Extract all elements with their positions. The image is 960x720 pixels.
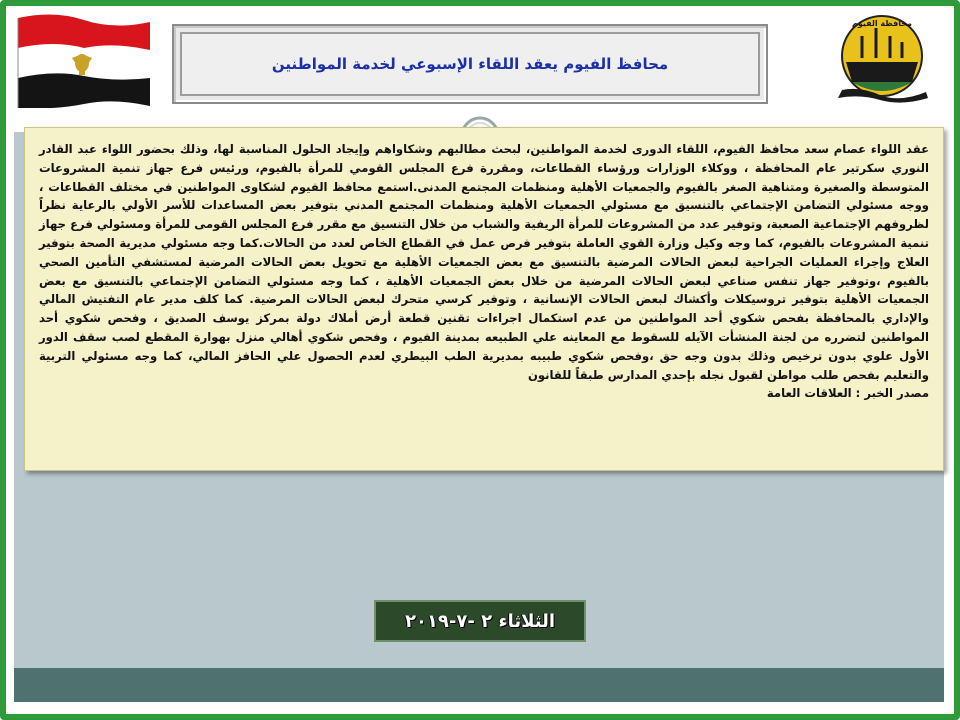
logo-text: محافظة الفيوم [851,19,913,28]
article-box [24,127,944,471]
fayoum-logo-icon [832,6,932,104]
title-box [172,24,768,104]
page-title: محافظ الفيوم يعقد اللقاء الإسبوعي لخدمة المواطنين [271,55,669,73]
date-text: الثلاثاء ٢ -٧-٢٠١٩ [404,610,556,632]
article-source: مصدر الخبر : العلاقات العامة [766,386,929,401]
egypt-flag-icon [14,8,154,108]
article-body: عقد اللواء عصام سعد محافظ الفيوم، اللقاء الدورى لخدمة المواطنين، لبحث مطالبهم وشكاواهم وإيجاد الحلول المناسبة لها، وذلك بحضور اللواء عبد القادر النوري سكرتير عام المحافظة ، ووكلاء الوزارات ورؤساء القطاعات، ومقررة فرع المجلس القومي للمرأة بالفيوم، ورئيس فرع جهاز تنمية المشروعات المتوسطة والصغيرة ومتناهية الصغر بالفيوم والجمعيات الأهلية ومنظمات المجتمع المدنى.استمع محافظ الفيوم لشكاوى المواطنين في مختلف القطاعات ، ووجه مسئولي التضامن الإجتماعي بالتنسيق مع مسئولي الجمعيات الأهلية ومنظمات المجتمع المدني بتوفير بعض المساعدات للأسر الأولي بالرعاية نظراً لظروفهم الإجتماعية الصعبة، وتوفير عدد من المشروعات للمرأة الريفية والشباب من خلال التنسيق مع مقرر فرع المجلس القومى للمرأة ومسئولي فرع جهاز تنمية المشروعات بالفيوم، كما وجه وكيل وزارة القوي العاملة بتوفير فرص عمل في القطاع الخاص لعدد من الحالات.كما وجه مسئولي مديرية الصحة بتوفير العلاج وإجراء العمليات الجراحية لبعض الحالات المرضية بالتنسيق مع بعض الجمعيات الأهلية مع تحويل بعض الحالات المرضية لمستشفي التأمين الصحي بالفيوم ،وتوفير جهاز تنفس صناعي لبعض الحالات المرضية من خلال بعض الجمعيات الأهلية ، كما وجه مسئولي التضامن الإجتماعي بالتنسيق مع بعض الجمعيات الأهلية بتوفير تروسيكلات وأكشاك لبعض الحالات الإنسانية ، وتوفير كرسي متحرك لبعض الحالات المرضية. كما كلف مدير عام التفتيش المالي والإداري بالمحافظة بفحص شكوي أحد المواطنين من عدم استكمال اجراءات تقنين قطعة أرض أملاك دولة بمركز يوسف الصديق ، وفحص شكوي أحد المواطنين لتضرره من لجنة المنشأت الآيله للسقوط مع المعاينه علي الطبيعه بمدينة الفيوم ، وفحص شكوي أهالي منزل بهوارة المقطع لصب سقف الدور الأول علوي بدون ترخيص وذلك بدون وجه حق ،وفحص شكوي طبيبه بمديرية الطب البيطري لعدم الحصول علي الحافز المالي، كما وجه مسئولي التربية والتعليم بفحص طلب مواطن لقبول نجله بإحدي المدارس طبقاً للقانون [39,142,929,382]
date-badge [374,600,586,642]
panel-footer-strip [14,668,944,702]
